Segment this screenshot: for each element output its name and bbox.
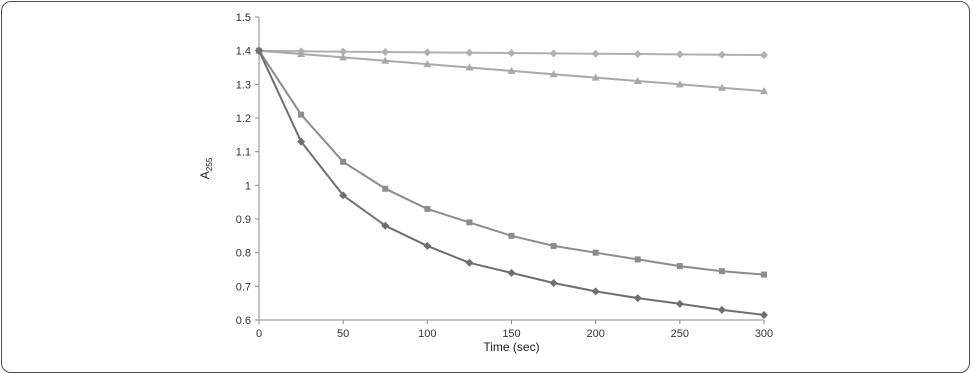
- data-point: [718, 306, 726, 314]
- data-point: [466, 219, 472, 225]
- data-point: [423, 242, 431, 250]
- data-point: [298, 112, 304, 118]
- data-point: [551, 243, 557, 249]
- y-tick-label: 0.6: [235, 315, 251, 327]
- x-tick-label: 150: [502, 328, 521, 340]
- x-tick-label: 0: [255, 328, 263, 340]
- y-axis-title-main: A: [198, 171, 212, 180]
- data-point: [719, 268, 725, 274]
- data-point: [634, 294, 642, 302]
- y-tick-label: 0.9: [235, 214, 251, 226]
- data-point: [761, 272, 767, 278]
- y-tick-label: 1.4: [235, 45, 251, 58]
- data-point: [593, 250, 599, 256]
- y-tick-label: 1: [244, 180, 251, 193]
- x-tick-label: 250: [670, 328, 690, 340]
- y-tick-label: 1.2: [235, 113, 251, 125]
- data-point: [635, 256, 641, 262]
- y-tick-label: 0.8: [235, 247, 251, 260]
- data-point: [592, 50, 600, 58]
- data-point: [509, 233, 515, 239]
- data-point: [508, 49, 516, 57]
- data-point: [550, 49, 558, 57]
- data-point: [465, 259, 473, 267]
- data-point: [718, 51, 726, 59]
- data-point: [634, 50, 642, 58]
- y-tick-label: 1.5: [235, 12, 251, 24]
- data-point: [508, 269, 516, 277]
- data-point: [550, 279, 558, 287]
- data-point: [760, 311, 768, 319]
- data-point: [423, 48, 431, 56]
- series-3: [256, 48, 767, 278]
- x-tick-label: 100: [418, 328, 437, 340]
- y-tick-label: 0.7: [235, 281, 251, 294]
- data-point: [676, 50, 684, 58]
- y-axis-title: [198, 157, 214, 179]
- data-point: [340, 159, 346, 165]
- data-point: [677, 263, 683, 269]
- x-axis-title: Time (sec): [483, 340, 540, 354]
- data-point: [424, 206, 430, 212]
- data-point: [465, 49, 473, 57]
- data-point: [676, 300, 684, 308]
- series-4: [255, 47, 768, 319]
- x-tick-label: 50: [337, 328, 350, 340]
- y-tick-label: 1.3: [235, 79, 251, 92]
- data-point: [382, 186, 388, 192]
- y-axis-title-subscript: 255: [205, 157, 214, 172]
- tick-labels: [236, 12, 773, 340]
- y-tick-label: 1.1: [235, 146, 251, 159]
- series-layer: [255, 47, 768, 319]
- axes: [255, 17, 764, 324]
- data-point: [760, 51, 768, 59]
- x-tick-label: 200: [586, 328, 605, 340]
- data-point: [381, 48, 389, 56]
- x-tick-label: 300: [754, 328, 774, 340]
- data-point: [592, 287, 600, 295]
